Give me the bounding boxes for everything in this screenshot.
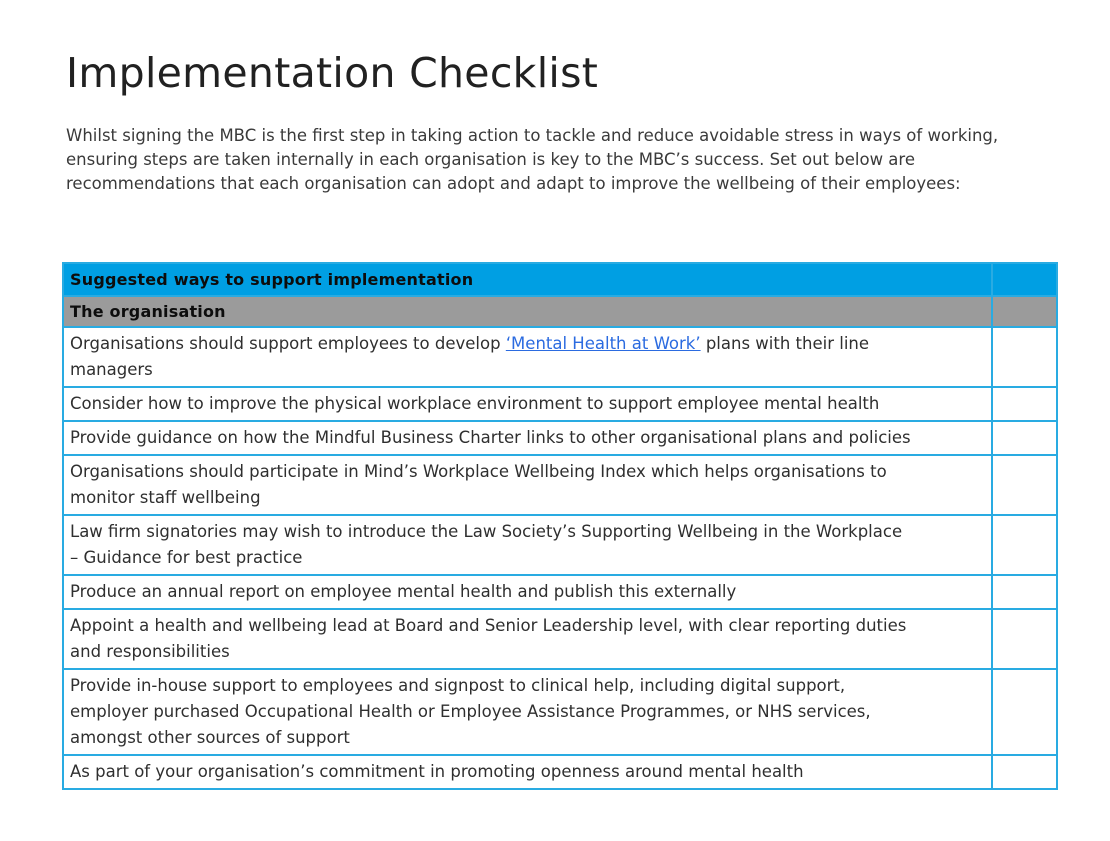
checkbox-cell[interactable] xyxy=(992,515,1057,575)
page-title: Implementation Checklist xyxy=(66,49,599,97)
table-row xyxy=(63,669,1057,755)
section-row xyxy=(63,296,1057,327)
row-text: Provide guidance on how the Mindful Business Charter links to other organisational plans and policies xyxy=(63,421,992,455)
implementation-checklist-table xyxy=(62,262,1058,790)
row-text: Produce an annual report on employee mental health and publish this externally xyxy=(63,575,992,609)
checkbox-cell[interactable] xyxy=(992,421,1057,455)
table-row xyxy=(63,327,1057,387)
document-page xyxy=(0,50,1110,790)
checkbox-cell[interactable] xyxy=(992,755,1057,789)
row-text: Appoint a health and wellbeing lead at Board and Senior Leadership level, with clear reporting duties and responsibilities xyxy=(63,609,992,669)
section-header-cell: The organisation xyxy=(63,296,992,327)
row-text: Law firm signatories may wish to introduce the Law Society’s Supporting Wellbeing in the Workplace – Guidance for best practice xyxy=(63,515,992,575)
table-row xyxy=(63,455,1057,515)
row-text: As part of your organisation’s commitment in promoting openness around mental health xyxy=(63,755,992,789)
table-header-row xyxy=(63,263,1057,296)
row-text: Provide in-house support to employees and signpost to clinical help, including digital support, employer purchased Occupational Health or Employee Assistance Programmes, or NHS services, amongst other sources of support xyxy=(63,669,992,755)
row-text xyxy=(63,327,992,387)
section-header-check-cell xyxy=(992,296,1057,327)
table-row xyxy=(63,575,1057,609)
row-text: Consider how to improve the physical workplace environment to support employee mental health xyxy=(63,387,992,421)
table-row xyxy=(63,515,1057,575)
row-text-segment: Organisations should support employees to develop xyxy=(70,334,506,354)
checkbox-cell[interactable] xyxy=(992,327,1057,387)
intro-paragraph: Whilst signing the MBC is the first step in taking action to tackle and reduce avoidable stress in ways of working, ensuring steps are taken internally in each organisation is key to the MBC’s success. Set out below are recommendations that each organisation can adopt and adapt to improve the wellbeing of their employees: xyxy=(66,126,999,194)
table-header-check-cell xyxy=(992,263,1057,296)
checkbox-cell[interactable] xyxy=(992,609,1057,669)
mental-health-at-work-link[interactable]: ‘Mental Health at Work’ xyxy=(505,334,701,354)
table-row xyxy=(63,755,1057,789)
table-row xyxy=(63,609,1057,669)
row-text: Organisations should participate in Mind’s Workplace Wellbeing Index which helps organisations to monitor staff wellbeing xyxy=(63,455,992,515)
table-row xyxy=(63,421,1057,455)
row-text-segment: plans with their line managers xyxy=(70,334,870,380)
checkbox-cell[interactable] xyxy=(992,455,1057,515)
checkbox-cell[interactable] xyxy=(992,575,1057,609)
checkbox-cell[interactable] xyxy=(992,387,1057,421)
table-header-cell: Suggested ways to support implementation xyxy=(63,263,992,296)
table-row xyxy=(63,387,1057,421)
checkbox-cell[interactable] xyxy=(992,669,1057,755)
